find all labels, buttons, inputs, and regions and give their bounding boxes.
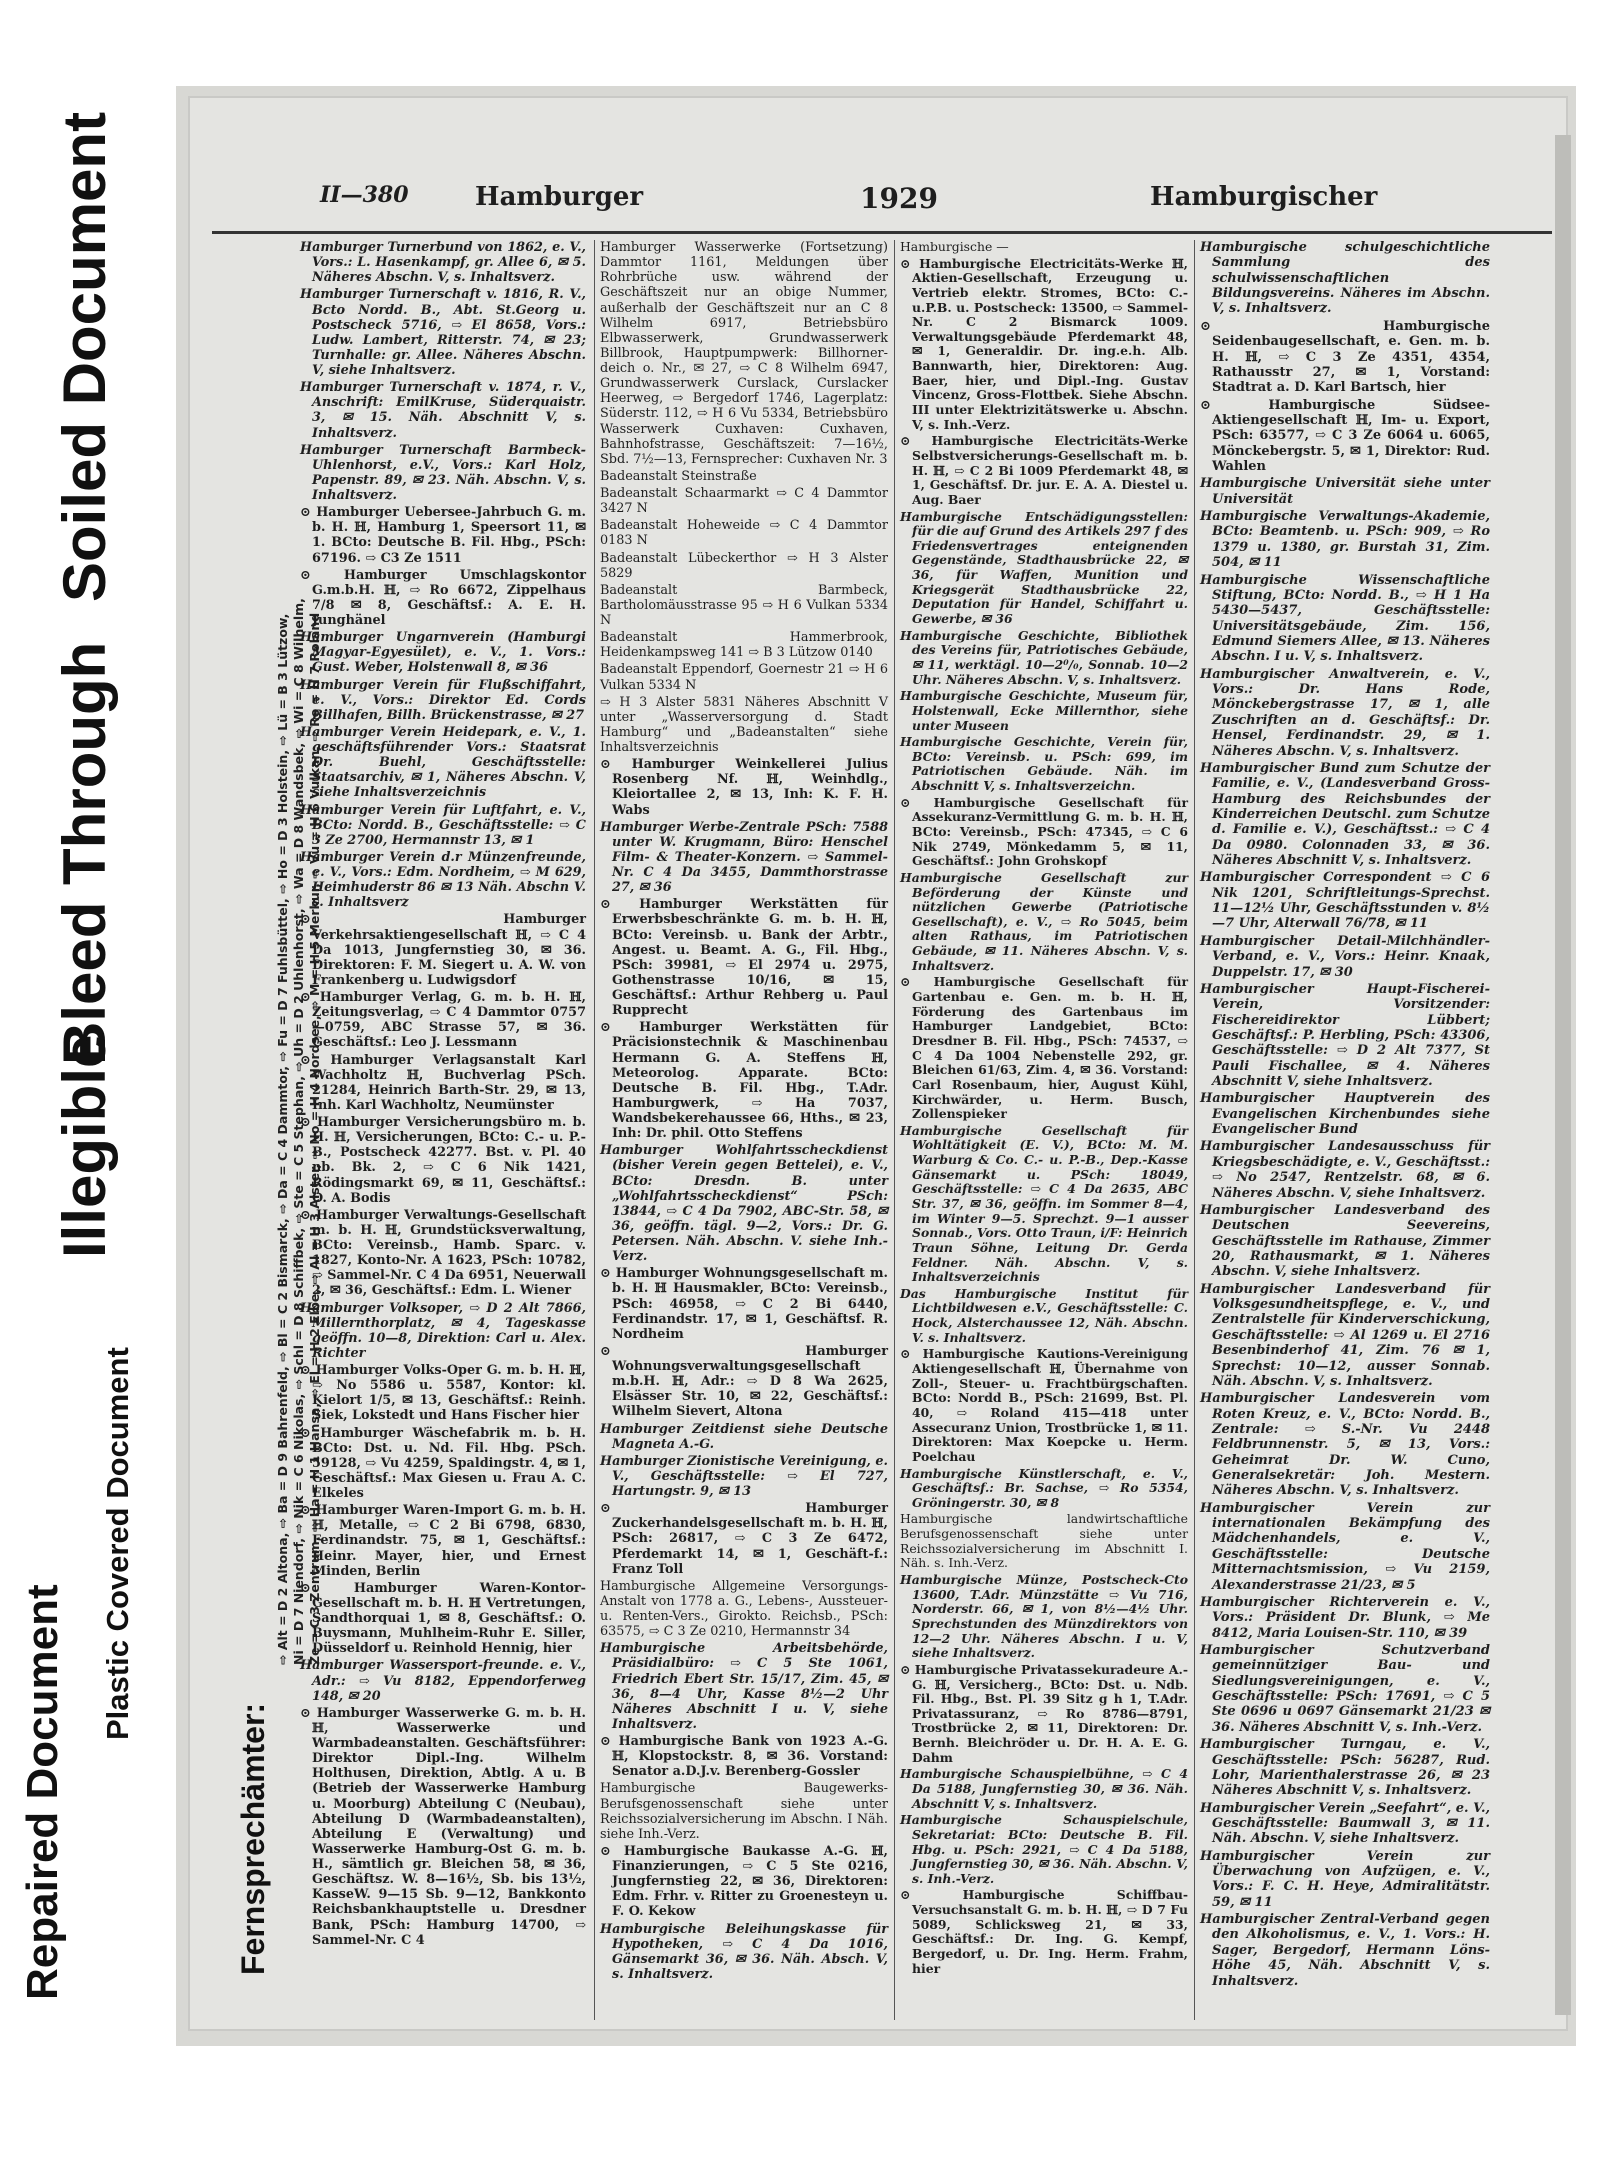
page-header xyxy=(320,182,1560,222)
directory-entry: Hamburger Zionistische Vereinigung, e. V., Geschäftsstelle: ⇨ El 727, Hartungstr. 9, ✉ 13 xyxy=(600,1453,888,1499)
directory-entry: ⊙ Hamburger Versicherungsbüro m. b. H. ℍ, Versicherungen, BCto: C.- u. P.-B., Postscheck 42277. Bst. v. Pl. 40 nb. Bk. 2, ⇨ C 6 Nik 1421, Rödingsmarkt 69, ✉ 11, Geschäftsf.: O. A. Bodis xyxy=(300,1115,586,1206)
entries-column-1 xyxy=(300,240,586,1950)
directory-entry: Hamburgische Wissenschaftliche Stiftung, BCto: Nordd. B., ⇨ H 1 Ha 5430—5437, Geschäftsstelle: Universitätsgebäude, Zim. 156, Edmund Siemers Allee, ✉ 13. Näheres Abschn. I u. V, s. Inhaltsverz. xyxy=(1200,572,1490,665)
directory-entry: Hamburgischer Landesverband für Volksgesundheitspflege, e. V., und Zentralstelle für Kinderverschickung, Geschäftsstelle: ⇨ Al 1269 u. El 2716 Besenbinderhof 41, Zim. 76 ✉ 1, Sprechst: 10—12, ausser Sonnab. Näh. Abschn. V, s. Inhaltsverz. xyxy=(1200,1281,1490,1389)
directory-entry: Hamburger Werbe-Zentrale PSch: 7588 unter W. Krugmann, Büro: Henschel Film- & Theater-Konzern. ⇨ Sammel-Nr. C 4 Da 3455, Dammthorstrasse 27, ✉ 36 xyxy=(600,819,888,896)
directory-entry: ⇨ H 3 Alster 5831 Näheres Abschnitt V unter „Wasserversorgung d. Stadt Hamburg“ und „Badeanstalten“ siehe Inhaltsverzeichnis xyxy=(600,694,888,755)
directory-entry: Hamburgischer Bund zum Schutze der Familie, e. V., (Landesverband Gross-Hamburg des Reichsbundes der Kinderreichen Deutschl. zum Schutze d. Familie e. V.), Geschäftsst.: ⇨ C 4 Da 0980. Colonnaden 33, ✉ 36. Näheres Abschnitt V, s. Inhaltsverz. xyxy=(1200,760,1490,869)
directory-entry: Hamburgische — xyxy=(900,239,1009,254)
directory-entry: Hamburger Wassersport-freunde. e. V., Adr.: ⇨ Vu 8182, Eppendorferweg 148, ✉ 20 xyxy=(300,1658,586,1704)
directory-entry: Hamburger Verein d.r Münzenfreunde, e. V., Vors.: Edm. Nordheim, ⇨ M 629, Heimhuderstr 86 ✉ 13 Näh. Abschn V. s. Inhaltsverz xyxy=(300,849,586,911)
directory-entry: Hamburgische Geschichte, Verein für, BCto: Vereinsb. u. PSch: 699, im Patriotischen Gebäude. Näh. im Abschnitt V, s. Inhaltsverzeichn. xyxy=(900,734,1188,794)
directory-entry: ⊙ Hamburgische Gesellschaft für Gartenbau e. Gen. m. b. H. ℍ, Förderung des Gartenbaus im Hamburger Landgebiet, BCto: Dresdner B. Fil. Hbg., PSch: 74537, ⇨ C 4 Da 1004 Nebenstelle 292, gr. Bleichen 61/63, Zim. 4, ✉ 36. Vorstand: Carl Rosenbaum, hier, August Kühl, Kirchwärder, u. Herm. Busch, Zollenspieker xyxy=(900,974,1188,1122)
directory-entry: ⊙ Hamburger Weinkellerei Julius Rosenberg Nf. ℍ, Weinhdlg., Kleiortallee 2, ✉ 13, Inh: K. F. H. Wabs xyxy=(600,757,888,818)
directory-entry: Hamburgischer Zentral-Verband gegen den Alkoholismus, e. V., 1. Vors.: H. Sager, Bergedorf, Hermann Löns-Höhe 45, Näh. Abschnitt V, s. Inhaltsverz. xyxy=(1200,1912,1490,1989)
directory-entry: Badeanstalt Lübeckerthor ⇨ H 3 Alster 5829 xyxy=(600,550,888,581)
directory-entry: Hamburgischer Correspondent ⇨ C 6 Nik 1201, Schriftleitungs-Sprechst. 11—12½ Uhr, Geschäftsstunden v. 8½—7 Uhr, Alterwall 76/78, ✉ 11 xyxy=(1200,870,1490,932)
label-bleed-through: Bleed Through xyxy=(51,641,118,1065)
page-number: II—380 xyxy=(320,182,409,208)
directory-entry: Hamburgische Verwaltungs-Akademie, BCto: Beamtenb. u. PSch: 909, ⇨ Ro 1379 u. 1380, gr. Burstah 31, Zim. 504, ✉ 11 xyxy=(1200,509,1490,571)
directory-entry: Hamburgische Schauspielbühne, ⇨ C 4 Da 5188, Jungfernstieg 30, ✉ 36. Näh. Abschnitt V, s. Inhaltsverz. xyxy=(900,1766,1188,1811)
column-divider-1 xyxy=(594,240,595,2020)
directory-entry: ⊙ Hamburger Werkstätten für Präcisionstechnik & Maschinenbau Hermann G. A. Steffens ℍ, Meteorolog. Apparate. BCto: Deutsche B. Fil. Hbg., T.Adr. Hamburgwerk, ⇨ Ha 7037, Wandsbekerehaussee 66, Hths., ✉ 23, Inh: Dr. phil. Otto Steffens xyxy=(600,1020,888,1142)
header-year: 1929 xyxy=(860,182,938,215)
directory-entry: ⊙ Hamburgische Baukasse A.-G. ℍ, Finanzierungen, ⇨ C 5 Ste 0216, Jungfernstieg 22, ✉ 36, Direktoren: Edm. Frhr. v. Ritter zu Groenesteyn u. F. O. Kekow xyxy=(600,1843,888,1920)
directory-entry: Badeanstalt Hoheweide ⇨ C 4 Dammtor 0183 N xyxy=(600,518,888,549)
directory-entry: Hamburgischer Anwaltverein, e. V., Vors.: Dr. Hans Rode, Mönckebergstrasse 17, ✉ 1, alle Zuschriften an d. Geschäftsf.: Dr. Hensel, Ferdinandstr. 29, ✉ 1. Näheres Abschn. V, s. Inhaltsverz. xyxy=(1200,666,1490,759)
directory-entry: Hamburgische Künstlerschaft, e. V., Geschäftsf.: Br. Sachse, ⇨ Ro 5354, Gröningerstr. 30, ✉ 8 xyxy=(900,1465,1188,1510)
next-page-edge xyxy=(1555,135,1571,2015)
directory-entry: Hamburgische Schauspielschule, Sekretariat: BCto: Deutsche B. Fil. Hbg. u. PSch: 2921, ⇨ C 4 Da 5188, Jungfernstieg 30, ✉ 36. Näh. Abschn. V, s. Inh.-Verz. xyxy=(900,1812,1188,1886)
header-left-keyword: Hamburger xyxy=(475,182,644,212)
directory-entry: ⊙ Hamburger Werkstätten für Erwerbsbeschränkte G. m. b. H. ℍ, BCto: Vereinsb. u. Bank der Arbtr., Angest. u. Beamt. A. G., Fil. Hbg., PSch: 39981, ⇨ El 2974 u. 2975, Gothenstrasse 10/16, ✉ 15, Geschäftsf.: Arthur Rehberg u. Paul Rupprecht xyxy=(600,897,888,1019)
directory-entry: Hamburger Ungarnverein (Hamburgi Magyar-Egyesület), e. V., 1. Vors.: Gust. Weber, Holstenwall 8, ✉ 36 xyxy=(300,630,586,676)
directory-entry: Hamburgischer Hauptverein des Evangelischen Kirchenbundes siehe Evangelischer Bund xyxy=(1200,1091,1490,1138)
directory-entry: Hamburgische schulgeschichtliche Sammlung des schulwissenschaftlichen Bildungsvereins. Näheres im Abschn. V, s. Inhaltsverz. xyxy=(1200,240,1490,317)
directory-entry: Hamburgischer Landesausschuss für Kriegsbeschädigte, e. V., Geschäftsst.: ⇨ No 2547, Rentzelstr. 68, ✉ 6. Näheres Abschn. V, siehe Inhaltsverz. xyxy=(1200,1139,1490,1201)
directory-entry: Hamburgischer Turngau, e. V., Geschäftsstelle: PSch: 56287, Rud. Lohr, Marienthalerstrasse 26, ✉ 23 Näheres Abschnitt V, s. Inhaltsverz. xyxy=(1200,1737,1490,1799)
directory-entry: Hamburger Volksoper, ⇨ D 2 Alt 7866, Millernthorplatz, ✉ 4, Tageskasse geöffn. 10—8, Direktion: Carl u. Alex. Richter xyxy=(300,1300,586,1361)
directory-entry: ⊙ Hamburgische Kautions-Vereinigung Aktiengesellschaft ℍ, Übernahme von Zoll-, Steuer- u. Frachtbürgschaften. BCto: Nordd B., PSch: 21699, Bst. Pl. 40, ⇨ Roland 415—418 unter Assecuranz Union, Trostbrücke 1, ✉ 11. Direktoren: Max Koepcke u. Herm. Poelchau xyxy=(900,1346,1188,1464)
directory-entry: Hamburger Zeitdienst siehe Deutsche Magneta A.-G. xyxy=(600,1421,888,1452)
column-divider-2 xyxy=(894,240,895,2020)
directory-entry: Hamburgische Arbeitsbehörde, Präsidialbüro: ⇨ C 5 Ste 1061, Friedrich Ebert Str. 15/17, Zim. 45, ✉ 36, 8—4 Uhr, Kasse 8½—2 Uhr Näheres Abschnitt I u. V, siehe Inhaltsverz. xyxy=(600,1641,888,1732)
directory-entry: Hamburgischer Landesverband des Deutschen Seevereins, Geschäftsstelle im Rathause, Zimmer 20, Rathausmarkt, ✉ 1. Näheres Abschn. V, siehe Inhaltsverz. xyxy=(1200,1202,1490,1280)
label-illegible: Illegible xyxy=(51,1034,118,1258)
directory-entry: Hamburger Verein für Luftfahrt, e. V., BCto: Nordd. B., Geschäftsstelle: ⇨ C 3 Ze 2700, Hermannstr 13, ✉ 1 xyxy=(300,802,586,848)
directory-entry: Hamburgische Geschichte, Museum für, Holstenwall, Ecke Millernthor, siehe unter Museen xyxy=(900,688,1188,733)
exchange-line-3: Ze = C 3 Zentrum, ⇨ Ha = H 1 Hansa, ⇨ El = H 2 Elbe, ⇨ Al = H 3 Alster, ⇨ No = H 4 Nordsee, ⇨ M = H 5 Merkur, ⇨ Vu = H 6 Vulkan, ⇨ Ro = H 7 Roland xyxy=(307,612,322,1665)
directory-entry: Hamburgische Entschädigungsstellen: für die auf Grund des Artikels 297 f des Friedensvertrages enteignenden Gegenstände, Stadthausbrücke 22, ✉ 36, für Waffen, Munition und Kriegsgerät Stadthausbrücke 22, Deputation für Handel, Schiffahrt u. Gewerbe, ✉ 36 xyxy=(900,508,1188,627)
column-divider-3 xyxy=(1194,240,1195,2020)
directory-entry: ⊙ Hamburgische Südsee-Aktiengesellschaft ℍ, Im- u. Export, PSch: 63577, ⇨ C 3 Ze 6064 u. 6065, Mönckebergstr. 5, ✉ 1, Direktor: Rud. Wahlen xyxy=(1200,397,1490,475)
directory-entry: Hamburgischer Haupt-Fischerei-Verein, Vorsitzender: Fischereidirektor Lübbert; Geschäftsf.: P. Herbling, PSch: 43306, Geschäftsstelle: ⇨ D 2 Alt 7377, St Pauli Fischallee, ✉ 4. Näheres Abschnitt V, siehe Inhaltsverz. xyxy=(1200,981,1490,1090)
directory-entry: ⊙ Hamburger Waren-Import G. m. b. H. ℍ, Metalle, ⇨ C 2 Bi 6798, 6830, Ferdinandstr. 75, ✉ 1, Geschäftsf.: Heinr. Mayer, hier, und Ernest Minden, Berlin xyxy=(300,1503,586,1579)
directory-entry: Hamburgische Universität siehe unter Universität xyxy=(1200,476,1490,507)
directory-entry: ⊙ Hamburger Zuckerhandelsgesellschaft m. b. H. ℍ, PSch: 26817, ⇨ C 3 Ze 6472, Pferdemarkt 14, ✉ 1, Geschäft-f.: Franz Toll xyxy=(600,1501,888,1577)
directory-entry: ⊙ Hamburgische Seidenbaugesellschaft, e. Gen. m. b. H. ℍ, ⇨ C 3 Ze 4351, 4354, Rathausstr 27, ✉ 1, Vorstand: Stadtrat a. D. Karl Bartsch, hier xyxy=(1200,318,1490,396)
directory-entry: ⊙ Hamburgische Schiffbau-Versuchsanstalt G. m. b. H. ℍ, ⇨ D 7 Fu 5089, Schlicksweg 21, ✉ 33, Geschäftsf.: Dr. Ing. G. Kempf, Bergedorf, u. Dr. Ing. Herm. Frahm, hier xyxy=(900,1887,1188,1976)
directory-entry: Hamburger Turnerschaft v. 1816, R. V., Bcto Nordd. B., Abt. St.Georg u. Postscheck 5716, ⇨ El 8658, Vors.: Ludw. Lambert, Ritterstr. 74, ✉ 23; Turnhalle: gr. Allee. Näheres Abschn. V, siehe Inhaltsverz. xyxy=(300,287,586,378)
directory-entry: ⊙ Hamburger Verkehrsaktiengesellschaft ℍ, ⇨ C 4 Da 1013, Jungfernstieg 30, ✉ 36. Direktoren: F. M. Siegert u. A. W. von Frankenberg u. Ludwigsdorf xyxy=(300,912,586,988)
exchange-line-1: ⇨ Alt = D 2 Altona, ⇨ Ba = D 9 Bahrenfeld, ⇨ Bl = C 2 Bismarck, ⇨ Da = C 4 Dammtor, ⇨ Fu = D 7 Fuhlsbüttel, ⇨ Ho = D 3 Holstein, ⇨ Lü = B 3 Lützow, xyxy=(275,613,290,1665)
directory-entry: ⊙ Hamburger Wohnungsverwaltungsgesellschaft m.b.H. ℍ, Adr.: ⇨ D 8 Wa 2625, Elsässer Str. 10, ✉ 22, Geschäftsf.: Wilhelm Sievert, Altona xyxy=(600,1343,888,1420)
directory-entry: Hamburger Turnerschaft Barmbeck-Uhlenhorst, e.V., Vors.: Karl Holz, Papenstr. 89, ✉ 23. Näh. Abschn. V, s. Inhaltsverz. xyxy=(300,442,586,503)
label-repaired-document: Repaired Document xyxy=(18,1584,67,2000)
directory-entry: Hamburger Turnerschaft v. 1874, r. V., Anschrift: EmilKruse, Süderquaistr. 3, ✉ 15. Näh. Abschnitt V, s. Inhaltsverz. xyxy=(300,380,586,441)
directory-entry: Hamburgischer Verein zur internationalen Bekämpfung des Mädchenhandels, e. V., Geschäftsstelle: Deutsche Mitternachtsmission, ⇨ Vu 2159, Alexanderstrasse 21/23, ✉ 5 xyxy=(1200,1500,1490,1593)
directory-entry: Hamburger Wasserwerke (Fortsetzung) Dammtor 1161, Meldungen über Rohrbrüche usw. während der Geschäftszeit nur an obige Nummer, außerhalb der Geschäftszeit nur an C 8 Wilhelm 6917, Betriebsbüro Elbwasserwerk, Grundwasserwerk Billbrook, Hauptpumpwerk: Billhorner-deich o. Nr., ✉ 27, ⇨ C 8 Wilhelm 6947, Grundwasserwerk Curslack, Curslacker Heerweg, ⇨ Bergedorf 1746, Lagerplatz: Süderstr. 112, ⇨ H 6 Vu 5334, Betriebsbüro Wasserwerk Cuxhaven: Cuxhaven, Bahnhofstrasse, Geschäftszeit: 7—16½, Sbd. 7½—13, Fernsprecher: Cuxhaven Nr. 3 xyxy=(600,240,888,467)
exchange-sidebar xyxy=(235,355,322,1995)
directory-entry: Hamburgischer Landesverein vom Roten Kreuz, e. V., BCto: Nordd. B., Zentrale: ⇨ S.-Nr. Vu 2448 Feldbrunnenstr. 5, ✉ 13, Vors.: Geheimrat Dr. W. Cuno, Generalsekretär: Joh. Mestern. Näheres Abschn. V, s. Inhaltsverz. xyxy=(1200,1391,1490,1499)
directory-entry: Hamburgischer Detail-Milchhändler-Verband, e. V., Vors.: Heinr. Knaak, Duppelstr. 17, ✉ 30 xyxy=(1200,933,1490,980)
directory-entry: ⊙ Hamburgische Privatassekuradeure A.-G. ℍ, Versicherg., BCto: Dst. u. Ndb. Fil. Hbg., Bst. Pl. 39 Sitz g h 1, T.Adr. Privatassuranz, ⇨ Ro 8786—8791, Trostbrücke 2, ✉ 11, Direktoren: Dr. Bernh. Bleichröder u. Dr. H. A. E. G. Dahm xyxy=(900,1661,1188,1765)
directory-entry: Hamburgische Allgemeine Versorgungs-Anstalt von 1778 a. G., Lebens-, Aussteuer- u. Renten-Vers., Girokto. Reichsb., PSch: 63575, ⇨ C 3 Ze 0210, Hermannstr 34 xyxy=(600,1578,888,1640)
directory-entry: Hamburger Verein für Flußschiffahrt, e. V., Vors.: Direktor Ed. Cords Billhafen, Billh. Brückenstrasse, ✉ 27 xyxy=(300,677,586,723)
directory-entry: Hamburgischer Verein zur Überwachung von Aufzügen, e. V., Vors.: F. C. H. Heye, Admiralitätstr. 59, ✉ 11 xyxy=(1200,1848,1490,1910)
directory-entry: ⊙ Hamburger Umschlagskontor G.m.b.H. ℍ, ⇨ Ro 6672, Zippelhaus 7/8 ✉ 8, Geschäftsf.: A. E. H. Junghänel xyxy=(300,567,586,628)
directory-entry: Hamburgische Baugewerks-Berufsgenossenschaft siehe unter Reichssozialversicherung im Abschn. I Näh. siehe Inh.-Verz. xyxy=(600,1781,888,1842)
exchange-line-2: Ni = D 7 Niendorf, ⇨ Nik = C 6 Nikolas, ⇨ Schl = D 8 Schiffbek, ⇨ Ste = C 5 Stephan, ⇨ Uh = D 2 Uhlenhorst, ⇨ Wa = D 8 Wandsbek, ⇨ Wi = C 8 Wilhelm, xyxy=(291,598,306,1665)
directory-entry: Hamburger Wohlfahrtsscheckdienst (bisher Verein gegen Bettelei), e. V., BCto: Dresdn. B. unter „Wohlfahrtsscheckdienst“ PSch: 13844, ⇨ C 4 Da 7902, ABC-Str. 58, ✉ 36, geöffn. tägl. 9—2, Vors.: Dr. G. Petersen. Näh. Abschn. V. siehe Inh.-Verz. xyxy=(600,1143,888,1265)
directory-entry: ⊙ Hamburger Wohnungsgesellschaft m. b. H. ℍ Hausmakler, BCto: Vereinsb., PSch: 46958, ⇨ C 2 Bi 6440, Ferdinandstr. 17, ✉ 1, Geschäftsf. R. Nordheim xyxy=(600,1266,888,1342)
directory-entry: Hamburgische Gesellschaft für Wohltätigkeit (E. V.), BCto: M. M. Warburg & Co. C.- u. P.-B., Dep.-Kasse Gänsemarkt u. PSch: 18049, Geschäftsstelle: ⇨ C 4 Da 2635, ABC Str. 37, ✉ 36, geöffn. im Sommer 8—4, im Winter 9—5. Sprechzt. 9—1 ausser Sonnab., Vors. Otto Traun, i/F: Heinrich Traun Söhne, Leitung Dr. Gerda Feldner. Näh. Abschn. V, s. Inhaltsverzeichnis xyxy=(900,1122,1188,1285)
entries-column-4 xyxy=(1200,240,1490,1991)
directory-entry: Badeanstalt Hammerbrook, Heidenkampsweg 141 ⇨ B 3 Lützow 0140 xyxy=(600,630,888,661)
directory-entry: Hamburgischer Richterverein e. V., Vors.: Präsident Dr. Blunk, ⇨ Me 8412, Maria Louisen-Str. 110, ✉ 39 xyxy=(1200,1594,1490,1641)
directory-entry: Hamburger Verein Heidepark, e. V., 1. geschäftsführender Vors.: Staatsrat Dr. Buehl, Geschäftsstelle: Staatsarchiv, ✉ 1, Näheres Abschn. V, siehe Inhaltsverzeichnis xyxy=(300,724,586,801)
directory-entry: Badeanstalt Eppendorf, Goernestr 21 ⇨ H 6 Vulkan 5334 N xyxy=(600,662,888,693)
directory-entry: Badeanstalt Barmbeck, Bartholomäusstrasse 95 ⇨ H 6 Vulkan 5334 N xyxy=(600,582,888,628)
directory-entry: Hamburger Turnerbund von 1862, e. V., Vors.: L. Hasenkampf, gr. Allee 6, ✉ 5. Näheres Abschn. V, s. Inhaltsverz. xyxy=(300,240,586,286)
header-right-keyword: Hamburgischer xyxy=(1150,182,1378,212)
directory-entry: Badeanstalt Schaarmarkt ⇨ C 4 Dammtor 3427 N xyxy=(600,486,888,517)
directory-entry: Hamburgische Münze, Postscheck-Cto 13600, T.Adr. Münzstätte ⇨ Vu 716, Norderstr. 66, ✉ 1, von 8½—4½ Uhr. Sprechstunden des Münzdirektors von 12—2 Uhr. Näheres Abschn. I u. V, siehe Inhaltsverz. xyxy=(900,1572,1188,1661)
label-plastic-covered-document: Plastic Covered Document xyxy=(100,1347,135,1740)
header-rule xyxy=(212,231,1552,234)
directory-entry: ⊙ Hamburgische Gesellschaft für Assekuranz-Vermittlung G. m. b. H. ℍ, BCto: Vereinsb., PSch: 47345, ⇨ C 6 Nik 2749, Mönkedamm 5, ✉ 11, Geschäftsf.: John Grohskopf xyxy=(900,794,1188,869)
entries-column-2 xyxy=(600,240,888,1984)
directory-entry: ⊙ Hamburger Volks-Oper G. m. b. H. ℍ, ⇨ No 5586 u. 5587, Kontor: kl. Kielort 1/5, ✉ 13, Geschäftsf.: Reinh. Siek, Lokstedt und Hans Fischer hier xyxy=(300,1363,586,1424)
exchange-sidebar-title: Fernsprechämter: xyxy=(235,1702,271,1975)
directory-entry: ⊙ Hamburger Waren-Kontor-Gesellschaft m. b. H. ℍ Vertretungen, Sandthorquai 1, ✉ 8, Geschäftsf.: O. Buysmann, Muhlheim-Ruhr E. Siller, Düsseldorf u. Reinhold Hennig, hier xyxy=(300,1580,586,1657)
directory-entry: ⊙ Hamburger Wasserwerke G. m. b. H. ℍ, Wasserwerke und Warmbadeanstalten. Geschäftsführer: Direktor Dipl.-Ing. Wilhelm Holthusen, Direktion, Abtlg. A u. B (Betrieb der Wasserwerke Hamburg u. Moorburg) Abteilung C (Neubau), Abteilung D (Warmbadeanstalten), Abteilung E (Verwaltung) und Wasserwerke Hamburg-Ost G. m. b. H., sämtlich gr. Bleichen 58, ✉ 36, Geschäftsz. W. 8—16½, Sb. bis 13½, KasseW. 9—15 Sb. 9—12, Bankkonto Reichsbankhauptstelle u. Dresdner Bank, PSch: Hamburg 14700, ⇨ Sammel-Nr. C 4 xyxy=(300,1705,586,1948)
directory-entry: Hamburgische Gesellschaft zur Beförderung der Künste und nützlichen Gewerbe (Patriotische Gesellschaft), e. V., ⇨ Ro 5045, beim alten Rathaus, im Patriotischen Gebäude, ✉ 11. Näheres Abschn. V, s. Inhaltsverz. xyxy=(900,869,1188,973)
directory-entry: Hamburgischer Verein „Seefahrt“, e. V., Geschäftsstelle: Baumwall 3, ✉ 11. Näh. Abschn. V, siehe Inhaltsverz. xyxy=(1200,1800,1490,1847)
directory-entry: ⊙ Hamburgische Electricitäts-Werke Selbstversicherungs-Gesellschaft m. b. H. ℍ, ⇨ C 2 Bi 1009 Pferdemarkt 48, ✉ 1, Geschäftsf. Dr. jur. E. A. A. Diestel u. Aug. Baer xyxy=(900,433,1188,507)
directory-entry: ⊙ Hamburger Verlag, G. m. b. H. ℍ, Zeitungsverlag, ⇨ C 4 Dammtor 0757—0759, ABC Strasse 57, ✉ 36. Geschäftsf.: Leo J. Lessmann xyxy=(300,990,586,1051)
directory-entry: ⊙ Hamburgische Electricitäts-Werke ℍ, Aktien-Gesellschaft, Erzeugung u. Vertrieb elektr. Stromes, BCto: C.-u.P.B. u. Postscheck: 13500, ⇨ Sammel-Nr. C 2 Bismarck 1009. Verwaltungsgebäude Pferdemarkt 48, ✉ 1, Generaldir. Dr. ing.e.h. Alb. Bannwarth, hier, Direktoren: Aug. Baer, hier, und Dipl.-Ing. Gustav Vincenz, Gross-Flottbek. Siehe Abschn. III unter Elektrizitätswerke u. Abschn. V, s. Inh.-Verz. xyxy=(900,255,1188,432)
directory-entry: Das Hamburgische Institut für Lichtbildwesen e.V., Geschäftsstelle: C. Hock, Alsterchaussee 12, Näh. Abschn. V. s. Inhaltsverz. xyxy=(900,1285,1188,1345)
directory-entry: ⊙ Hamburger Verlagsanstalt Karl Wachholtz ℍ, Buchverlag PSch. 21284, Heinrich Barth-Str. 29, ✉ 13, Inh. Karl Wachholtz, Neumünster xyxy=(300,1052,586,1113)
directory-entry: Hamburgische Geschichte, Bibliothek des Vereins für, Patriotisches Gebäude, ✉ 11, werktägl. 10—2⁰/₀, Sonnab. 10—2 Uhr. Näheres Abschn. V, s. Inhaltsverz. xyxy=(900,627,1188,687)
directory-entry: ⊙ Hamburger Uebersee-Jahrbuch G. m. b. H. ℍ, Hamburg 1, Speersort 11, ✉ 1. BCto: Deutsche B. Fil. Hbg., PSch: 67196. ⇨ C3 Ze 1511 xyxy=(300,505,586,566)
directory-entry: Hamburgischer Schutzverband gemeinnütziger Bau- und Siedlungsvereinigungen, e. V., Geschäftsstelle: PSch: 17691, ⇨ C 5 Ste 0696 u 0697 Gänsemarkt 21/23 ✉ 36. Näheres Abschnitt V, s. Inh.-Verz. xyxy=(1200,1642,1490,1735)
label-soiled-document: Soiled Document xyxy=(51,111,118,602)
entries-column-3 xyxy=(900,240,1188,1978)
directory-entry: ⊙ Hamburgische Bank von 1923 A.-G. ℍ, Klopstockstr. 8, ✉ 36. Vorstand: Senator a.D.J.v. Berenberg-Gossler xyxy=(600,1734,888,1780)
directory-entry: Hamburgische landwirtschaftliche Berufsgenossenschaft siehe unter Reichssozialversicherung im Abschnitt I. Näh. s. Inh.-Verz. xyxy=(900,1511,1188,1571)
directory-entry: Badeanstalt Steinstraße xyxy=(600,468,757,484)
directory-entry: ⊙ Hamburger Wäschefabrik m. b. H. BCto: Dst. u. Nd. Fil. Hbg. PSch. 59128, ⇨ Vu 4259, Spaldingstr. 4, ✉ 1, Geschäftsf.: Max Giesen u. Frau A. C. Elkeles xyxy=(300,1425,586,1501)
directory-entry: ⊙ Hamburger Verwaltungs-Gesellschaft m. b. H. ℍ, Grundstücksverwaltung, BCto: Vereinsb., Hamb. Sparc. v. 1827, Konto-Nr. A 1623, PSch: 10782, ⇨ Sammel-Nr. C 4 Da 6951, Neuerwall 2, ✉ 36, Geschäftsf.: Edm. L. Wiener xyxy=(300,1207,586,1299)
directory-entry: Hamburgische Beleihungskasse für Hypotheken, ⇨ C 4 Da 1016, Gänsemarkt 36, ✉ 36. Näh. Absch. V, s. Inhaltsverz. xyxy=(600,1921,888,1982)
